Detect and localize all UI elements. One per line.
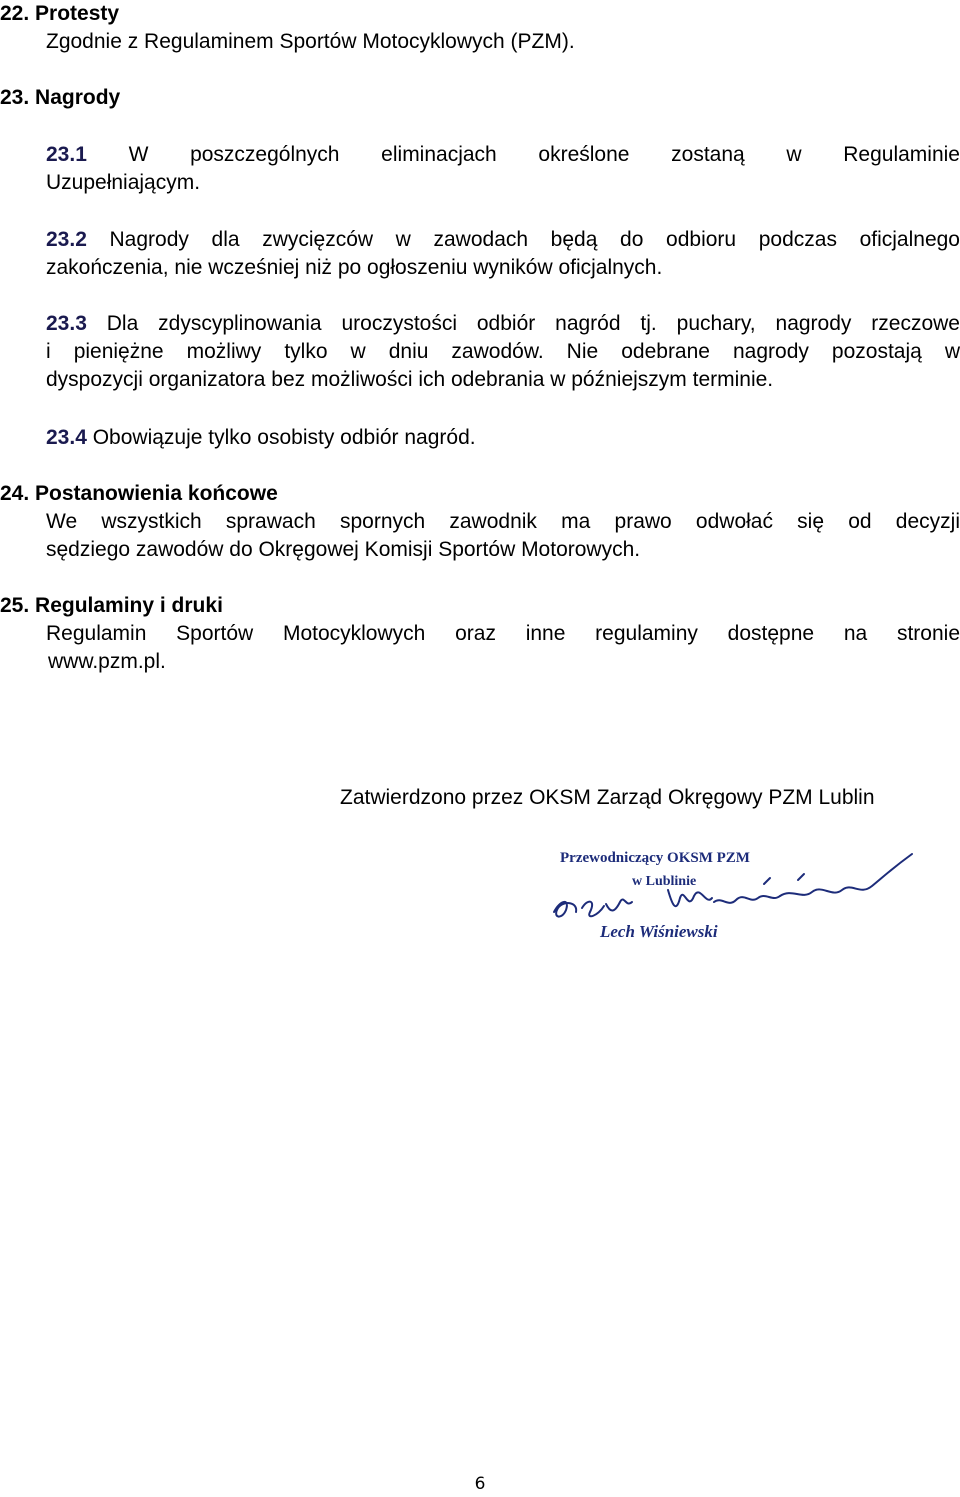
paragraph-text: Nagrody dla zwycięzców w zawodach będą do odbioru podczas oficjalnego <box>109 228 960 251</box>
section-25-heading: 25. Regulaminy i druki <box>0 594 223 617</box>
paragraph-23-1-line2: Uzupełniającym. <box>46 171 201 194</box>
section-22-heading: 22. Protesty <box>0 2 120 25</box>
page-number: 6 <box>474 1474 486 1494</box>
section-24-line1: We wszystkich sprawach spornych zawodnik ma prawo odwołać się od decyzji <box>46 510 960 533</box>
paragraph-text: Dla zdyscyplinowania uroczystości odbiór nagród tj. puchary, nagrody rzeczowe <box>106 312 960 335</box>
section-25-line1: Regulamin Sportów Motocyklowych oraz inne regulaminy dostępne na stronie <box>46 622 960 645</box>
paragraph-number: 23.3 <box>46 312 87 335</box>
stamp-line2: w Lublinie <box>632 874 697 889</box>
paragraph-23-3-line2: i pieniężne możliwy tylko w dniu zawodów. Nie odebrane nagrody pozostają w <box>46 340 960 363</box>
section-25-link[interactable]: www.pzm.pl. <box>48 650 166 673</box>
paragraph-23-4 <box>46 424 476 452</box>
approval-line: Zatwierdzono przez OKSM Zarząd Okręgowy PZM Lublin <box>340 786 875 809</box>
paragraph-text: Obowiązuje tylko osobisty odbiór nagród. <box>92 426 476 449</box>
paragraph-23-3-line3: dyspozycji organizatora bez możliwości ich odebrania w późniejszym terminie. <box>46 368 774 391</box>
paragraph-number: 23.1 <box>46 143 87 166</box>
paragraph-23-2-line2: zakończenia, nie wcześniej niż po ogłoszeniu wyników oficjalnych. <box>46 256 663 279</box>
signature-stamp <box>540 840 920 950</box>
section-24-line2: sędziego zawodów do Okręgowej Komisji Sportów Motorowych. <box>46 538 641 561</box>
paragraph-23-2-line1 <box>46 226 960 254</box>
paragraph-number: 23.4 <box>46 426 87 449</box>
stamp-line1: Przewodniczący OKSM PZM <box>560 850 750 866</box>
section-23-heading: 23. Nagrody <box>0 86 121 109</box>
paragraph-text: W poszczególnych eliminacjach określone zostaną w Regulaminie <box>128 143 960 166</box>
paragraph-23-1-line1 <box>46 141 960 169</box>
stamp-name: Lech Wiśniewski <box>600 922 718 941</box>
paragraph-23-3-line1 <box>46 310 960 338</box>
section-24-heading: 24. Postanowienia końcowe <box>0 482 278 505</box>
section-22-body: Zgodnie z Regulaminem Sportów Motocyklowych (PZM). <box>46 30 575 53</box>
paragraph-number: 23.2 <box>46 228 87 251</box>
